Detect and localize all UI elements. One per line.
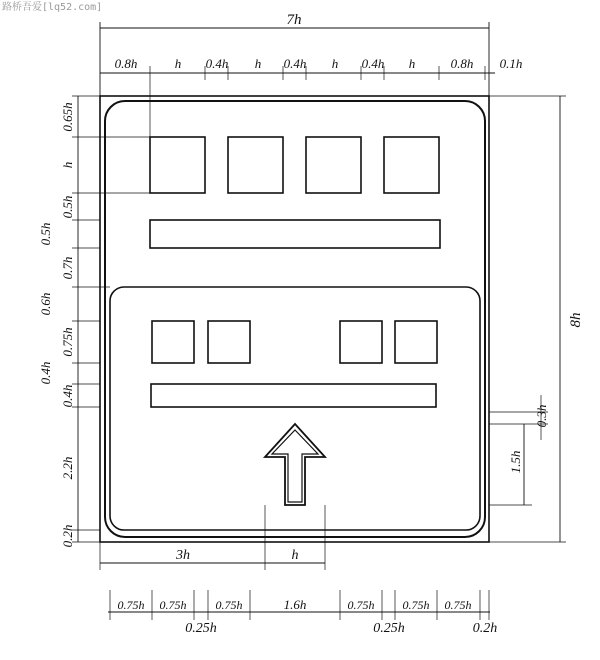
left-seg-8: 0.4h (38, 361, 53, 385)
left-seg-3: 0.5h (60, 195, 75, 219)
right-dimensions (489, 96, 584, 542)
top-seg-3: 0.4h (205, 56, 229, 71)
bottom-seg-7: 0.75h (444, 598, 472, 612)
sign-outer-border (100, 96, 489, 542)
top-seg-8: h (408, 56, 416, 71)
top-seg-4: h (254, 56, 262, 71)
overall-width-label: 7h (286, 12, 302, 28)
sign-panel (100, 96, 489, 542)
left-seg-7: 0.75h (60, 327, 75, 357)
up-arrow-icon (265, 424, 325, 505)
bottom-gap-1: 0.25h (185, 621, 217, 636)
top-dimensions (100, 12, 522, 137)
lower-square-3 (340, 321, 382, 363)
bottom-seg-5: 0.75h (347, 598, 375, 612)
bottom-seg-6: 0.75h (402, 598, 430, 612)
top-seg-9: 0.8h (450, 56, 474, 71)
left-seg-4: 0.5h (38, 222, 53, 246)
bottom-seg-4: 1.6h (283, 597, 307, 612)
right-small-label: 0.3h (534, 404, 549, 428)
top-seg-7: 0.4h (361, 56, 385, 71)
left-seg-5: 0.7h (60, 256, 75, 280)
left-dimensions (38, 96, 150, 547)
sign-inner-border (105, 101, 485, 537)
top-right-margin: 0.1h (499, 56, 523, 71)
watermark: 路桥吾爱[lq52.com] (2, 2, 103, 13)
bottom-seg-1: 0.75h (117, 598, 145, 612)
bottom-seg-3: 0.75h (215, 598, 243, 612)
bottom-gap-2: 0.25h (373, 621, 405, 636)
top-seg-2: h (174, 56, 182, 71)
upper-square-2 (228, 137, 283, 193)
arrow-width-label: h (291, 548, 299, 563)
bottom-dimensions (100, 505, 497, 636)
left-seg-6: 0.6h (38, 292, 53, 316)
top-seg-5: 0.4h (283, 56, 307, 71)
lower-square-2 (208, 321, 250, 363)
upper-text-bar (150, 220, 440, 248)
left-seg-11: 0.2h (60, 524, 75, 548)
left-seg-1: 0.65h (60, 102, 75, 132)
lower-square-4 (395, 321, 437, 363)
left-seg-2: h (60, 161, 75, 169)
lower-panel (110, 287, 480, 530)
arrow-offset-label: 3h (176, 548, 190, 563)
upper-square-1 (150, 137, 205, 193)
lower-text-bar (151, 384, 436, 407)
arrow-height-label: 1.5h (508, 450, 523, 474)
overall-height-label: 8h (568, 312, 584, 328)
bottom-seg-2: 0.75h (159, 598, 187, 612)
bottom-gap-3: 0.2h (472, 621, 498, 636)
lower-square-1 (152, 321, 194, 363)
top-seg-6: h (331, 56, 339, 71)
upper-square-3 (306, 137, 361, 193)
left-seg-9: 0.4h (60, 384, 75, 408)
upper-square-4 (384, 137, 439, 193)
top-seg-1: 0.8h (114, 56, 138, 71)
left-seg-10: 2.2h (60, 456, 75, 480)
